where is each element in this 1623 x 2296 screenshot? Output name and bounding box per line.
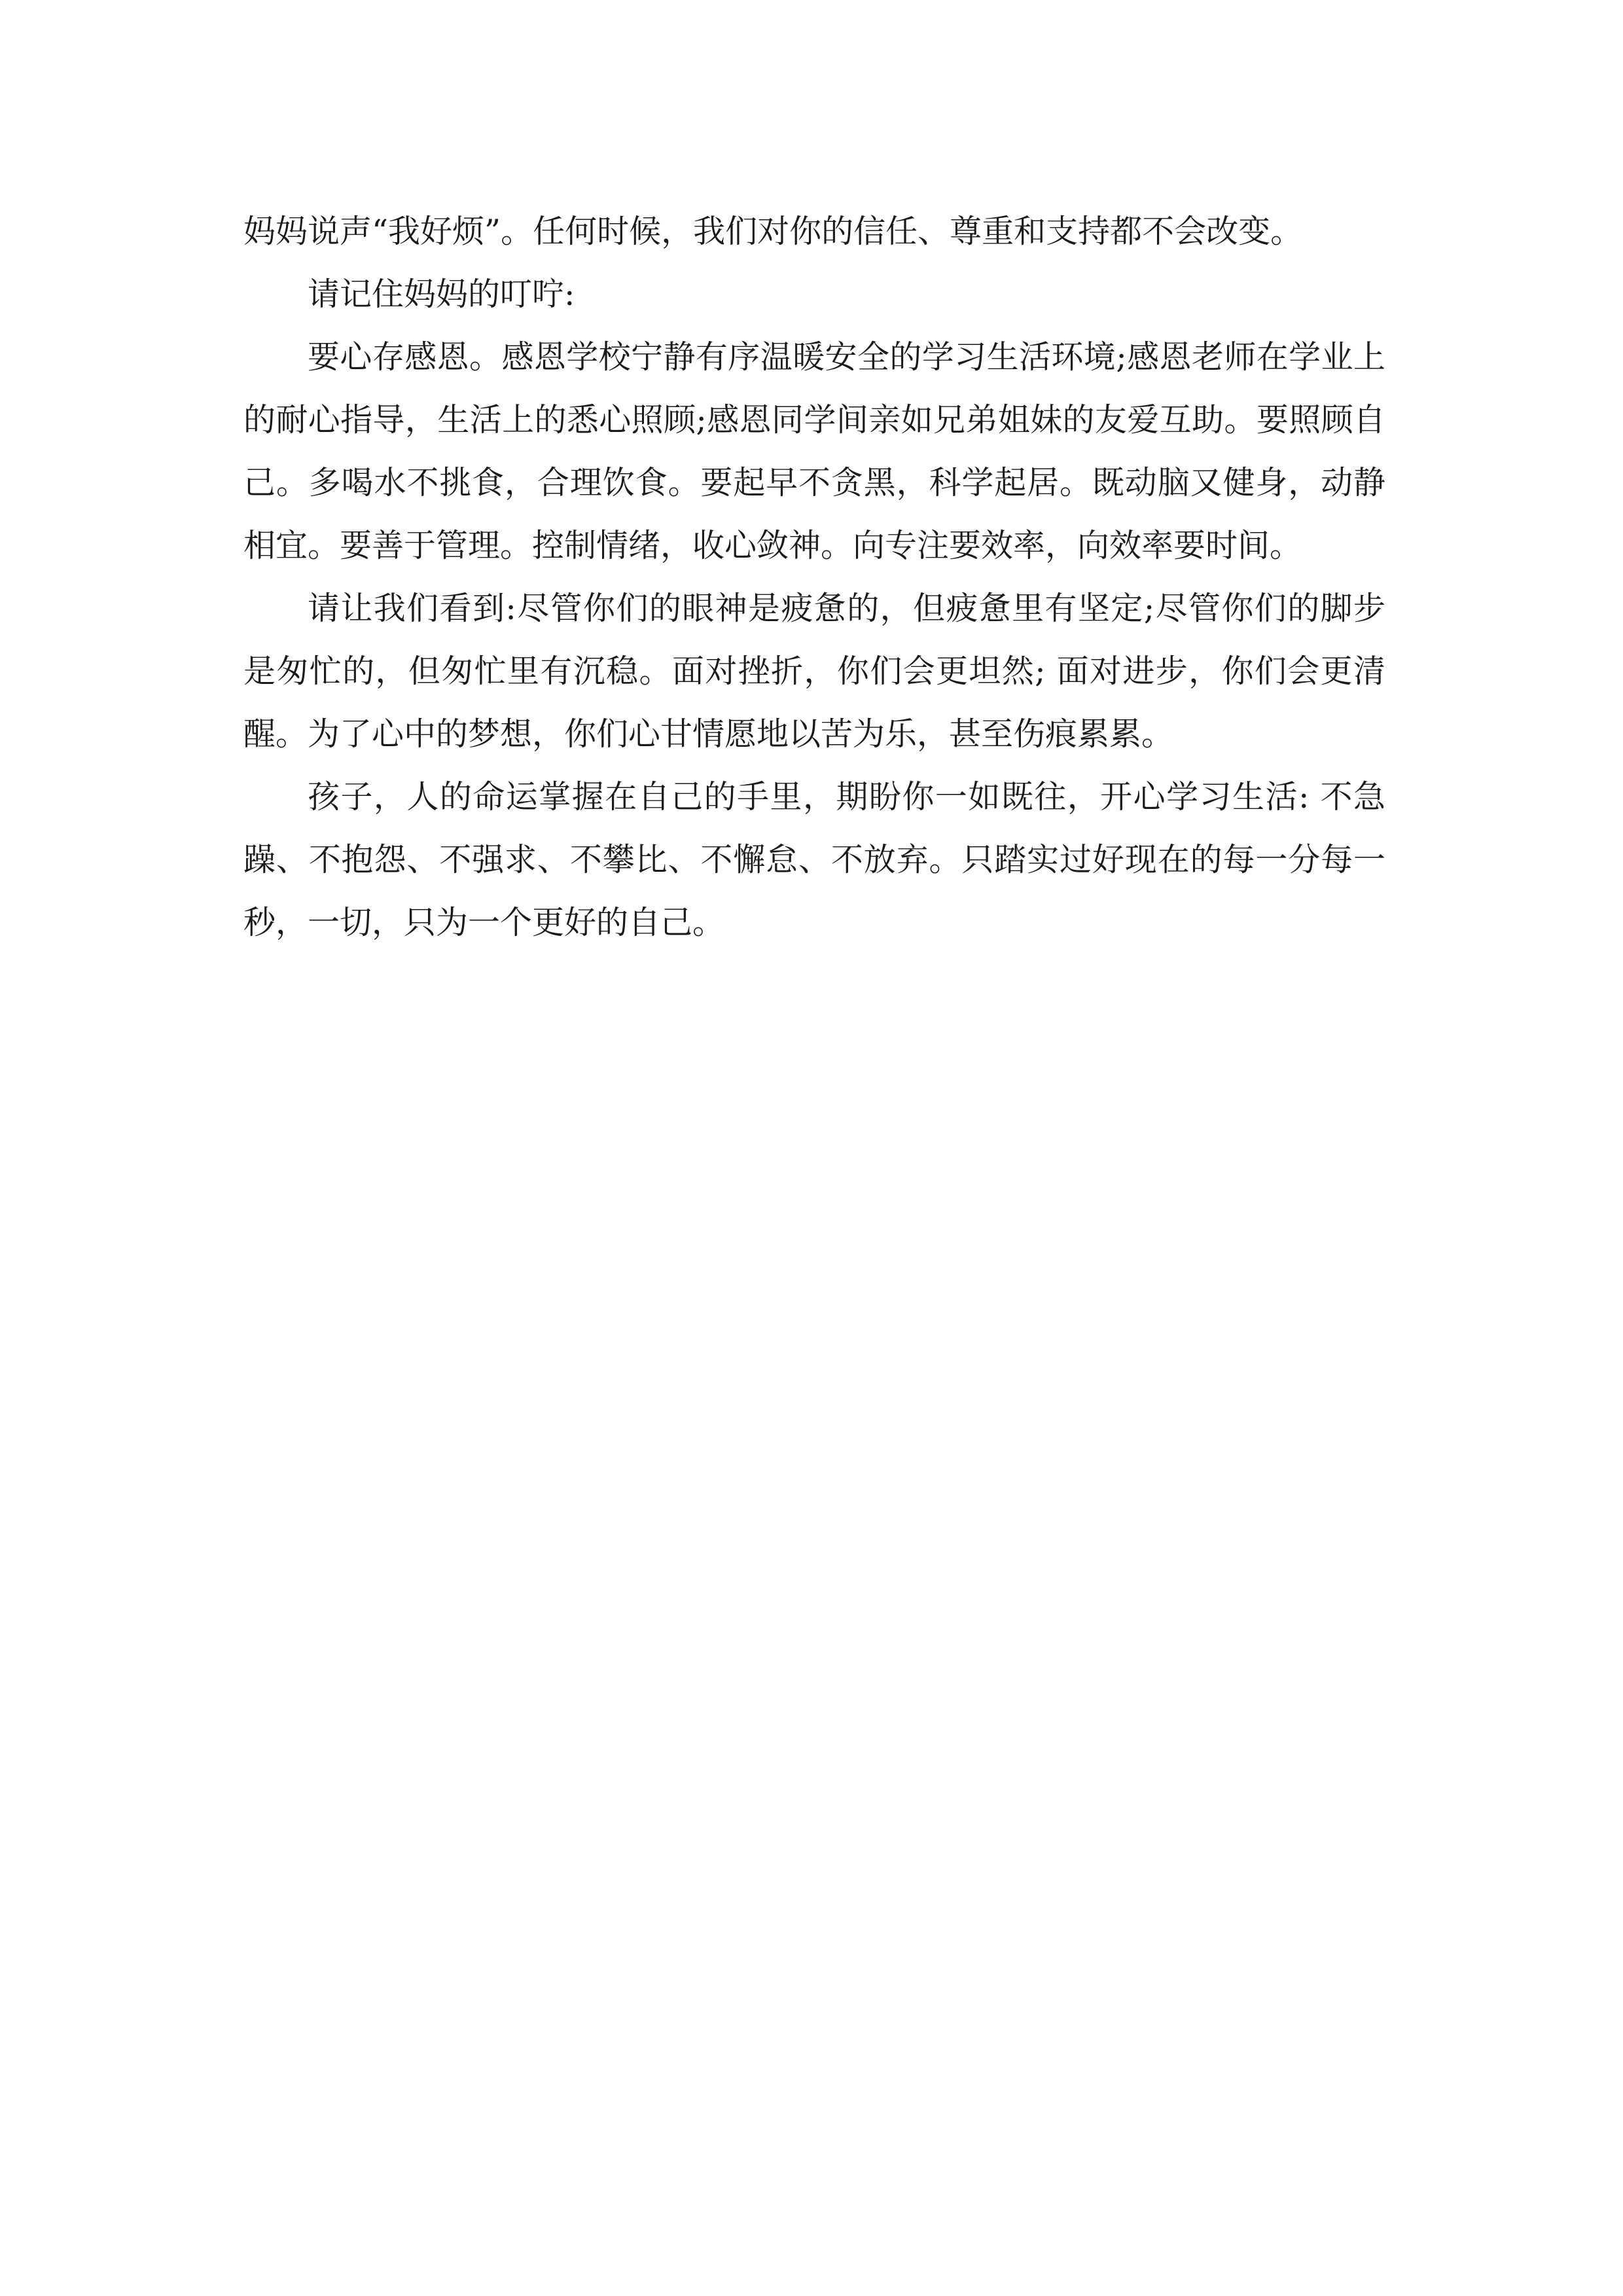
paragraph-1: 妈妈说声“我好烦”。任何时候，我们对你的信任、尊重和支持都不会改变。 (243, 213, 1303, 250)
paragraph-3: 要心存感恩。感恩学校宁静有序温暖安全的学习生活环境;感恩老师在学业上的耐心指导，生活上的悉心照顾;感恩同学间亲如兄弟姐妹的友爱互助。要照顾自己。多喝水不挑食，合理饮食。要起早不贪黑，科学起居。既动脑又健身，动静相宜。要善于管理。控制情绪，收心敛神。向专注要效率，向效率要时间。 (243, 338, 1385, 564)
paragraph-5: 孩子，人的命运掌握在自己的手里，期盼你一如既往，开心学习生活: 不急躁、不抱怨、不强求、不攀比、不懈怠、不放弃。只踏实过好现在的每一分每一秒，一切，只为一个更好的自己。 (243, 778, 1385, 941)
letter-body (243, 200, 1385, 954)
paragraph-2: 请记住妈妈的叮咛: (308, 276, 575, 313)
paragraph-4: 请让我们看到:尽管你们的眼神是疲惫的，但疲惫里有坚定;尽管你们的脚步是匆忙的，但匆忙里有沉稳。面对挫折，你们会更坦然; 面对进步，你们会更清醒。为了心中的梦想，你们心甘情愿地以苦为乐，甚至伤痕累累。 (243, 590, 1385, 753)
